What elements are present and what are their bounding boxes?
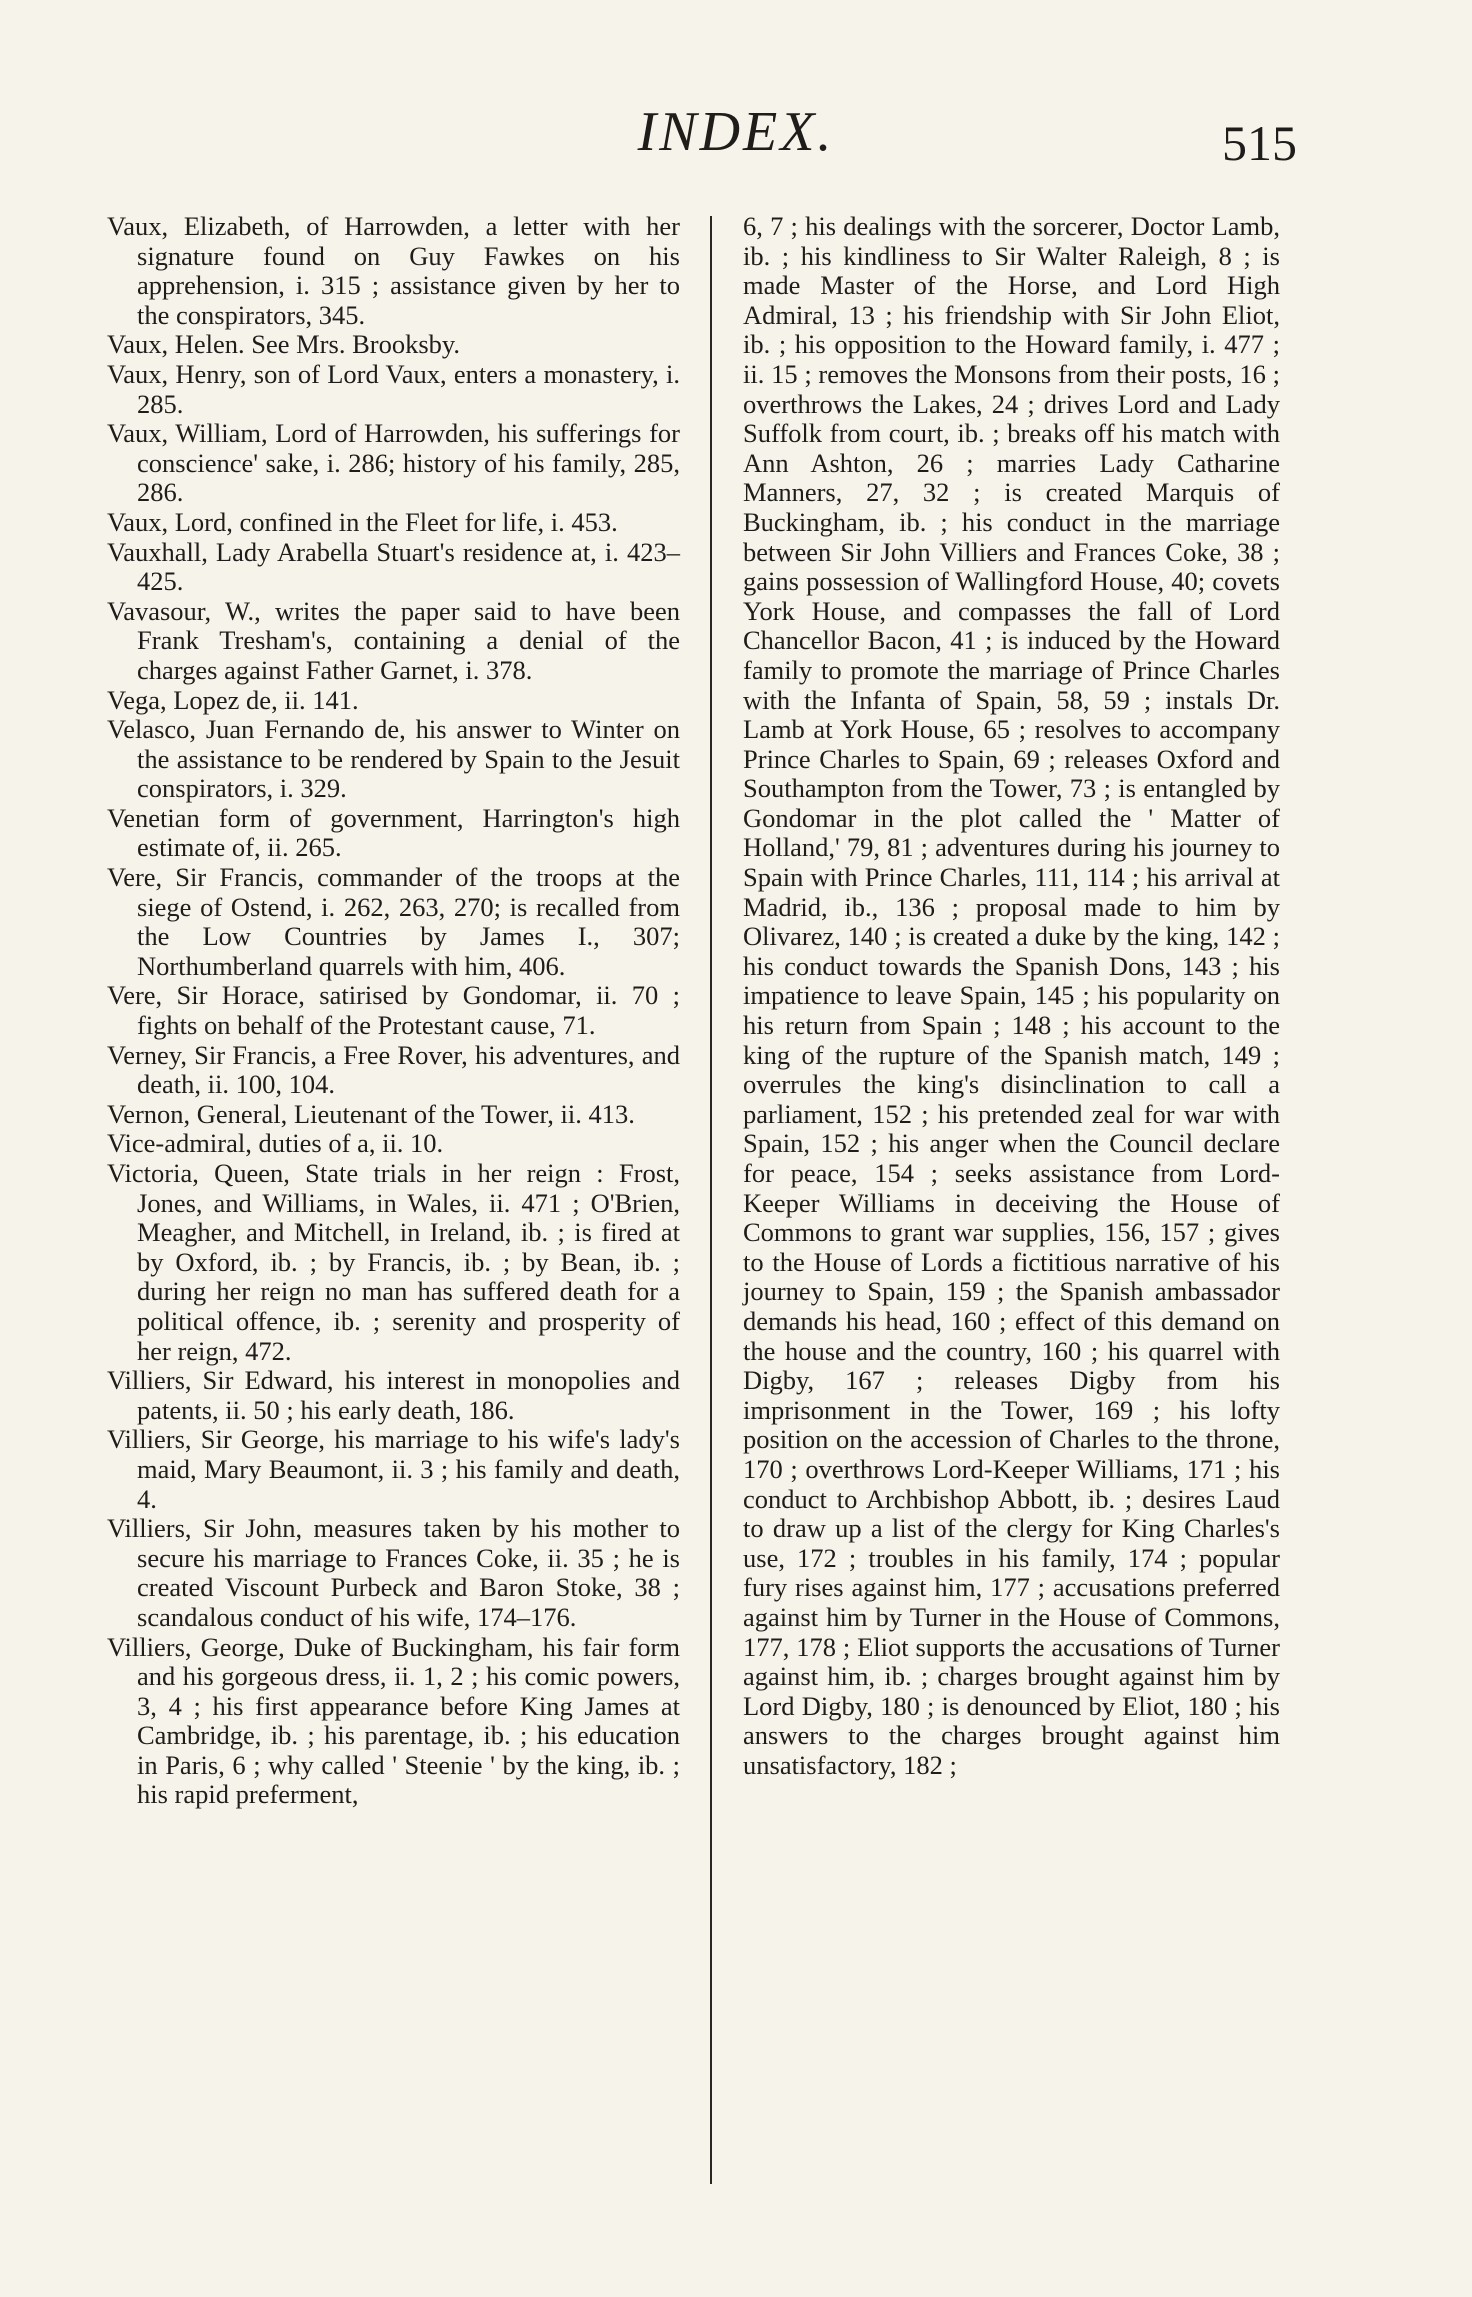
index-entry: Velasco, Juan Fernando de, his answer to Winter on the assistance to be rendered by Spain to the Jesuit conspirators, i. 329. — [107, 714, 680, 804]
index-entry: Vauxhall, Lady Arabella Stuart's residence at, i. 423–425. — [107, 536, 680, 597]
index-entry: Villiers, Sir Edward, his interest in monopolies and patents, ii. 50 ; his early death, 186. — [107, 1365, 680, 1425]
index-entry: Vice-admiral, duties of a, ii. 10. — [107, 1128, 444, 1159]
page-header — [0, 0, 1472, 210]
index-entry: Vaux, Henry, son of Lord Vaux, enters a monastery, i. 285. — [107, 358, 680, 419]
page-number: 515 — [1222, 115, 1297, 171]
index-entry: Vaux, William, Lord of Harrowden, his sufferings for conscience' sake, i. 286; history of his family, 285, 286. — [107, 418, 680, 508]
index-entry: Verney, Sir Francis, a Free Rover, his adventures, and death, ii. 100, 104. — [107, 1039, 680, 1100]
index-entry: Vere, Sir Francis, commander of the troops at the siege of Ostend, i. 262, 263, 270; is recalled from the Low Countries by James I., 307; Northumberland quarrels with him, 406. — [107, 862, 680, 981]
index-entry-continued: 6, 7 ; his dealings with the sorcerer, Doctor Lamb, ib. ; his kindliness to Sir Walter Raleigh, 8 ; is made Master of the Horse, and Lord High Admiral, 13 ; his friendship with Sir John Eliot, ib. ; his opposition to the Howard family, i. 477 ; ii. 15 ; removes the Monsons from their posts, 16 ; overthrows the Lakes, 24 ; drives Lord and Lady Suffolk from court, ib. ; breaks off his match with Ann Ashton, 26 ; marries Lady Catharine Manners, 27, 32 ; is created Marquis of Buckingham, ib. ; his conduct in the marriage between Sir John Villiers and Frances Coke, 38 ; gains possession of Wallingford House, 40; covets York House, and compasses the fall of Lord Chancellor Bacon, 41 ; is induced by the Howard family to promote the marriage of Prince Charles with the Infanta of Spain, 58, 59 ; instals Dr. Lamb at York House, 65 ; resolves to accompany Prince Charles to Spain, 69 ; releases Oxford and Southampton from the Tower, 73 ; is entangled by Gondomar in the plot called the ' Matter of Holland,' 79, 81 ; adventures during his journey to Spain with Prince Charles, 111, 114 ; his arrival at Madrid, ib., 136 ; proposal made to him by Olivarez, 140 ; is created a duke by the king, 142 ; his conduct towards the Spanish Dons, 143 ; his impatience to leave Spain, 145 ; his popularity on his return from Spain ; 148 ; his account to the king of the rupture of the Spanish match, 149 ; overrules the king's disinclination to call a parliament, 152 ; his pretended zeal for war with Spain, 152 ; his anger when the Council declare for peace, 154 ; seeks assistance from Lord-Keeper Williams in deceiving the House of Commons to grant war supplies, 156, 157 ; gives to the House of Lords a fictitious narrative of his journey to Spain, 159 ; the Spanish ambassador demands his head, 160 ; effect of this demand on the house and the country, 160 ; his quarrel with Digby, 167 ; releases Digby from his imprisonment in the Tower, 169 ; his lofty position on the accession of Charles to the throne, 170 ; overthrows Lord-Keeper Williams, 171 ; his conduct to Archbishop Abbott, ib. ; desires Laud to draw up a list of the clergy for King Charles's use, 172 ; troubles in his family, 174 ; popular fury rises against him, 177 ; accusations preferred against him by Turner in the House of Commons, 177, 178 ; Eliot supports the accusations of Turner against him, ib. ; charges brought against him by Lord Digby, 180 ; is denounced by Eliot, 180 ; his answers to the charges brought against him unsatisfactory, 182 ; — [743, 211, 1280, 1780]
index-entry: Villiers, Sir George, his marriage to his wife's lady's maid, Mary Beaumont, ii. 3 ; his family and death, 4. — [107, 1424, 680, 1514]
index-entry: Vere, Sir Horace, satirised by Gondomar, ii. 70 ; fights on behalf of the Protestant cause, 71. — [107, 980, 680, 1041]
index-column-right — [743, 212, 1280, 1780]
index-entry: Victoria, Queen, State trials in her reign : Frost, Jones, and Williams, in Wales, ii. 471 ; O'Brien, Meagher, and Mitchell, in Ireland, ib. ; is fired at by Oxford, ib. ; by Francis, ib. ; by Bean, ib. ; during her reign no man has suffered death for a political offence, ib. ; serenity and prosperity of her reign, 472. — [107, 1158, 680, 1366]
index-entry: Vavasour, W., writes the paper said to have been Frank Tresham's, containing a denial of the charges against Father Garnet, i. 378. — [107, 595, 680, 685]
index-entry: Vernon, General, Lieutenant of the Tower, ii. 413. — [107, 1098, 635, 1129]
index-entry: Villiers, George, Duke of Buckingham, his fair form and his gorgeous dress, ii. 1, 2 ; his comic powers, 3, 4 ; his first appearance before King James at Cambridge, ib. ; his parentage, ib. ; his education in Paris, 6 ; why called ' Steenie ' by the king, ib. ; his rapid preferment, — [107, 1631, 680, 1810]
index-entry: Vaux, Lord, confined in the Fleet for life, i. 453. — [107, 506, 618, 537]
index-entry: Villiers, Sir John, measures taken by his mother to secure his marriage to Frances Coke, ii. 35 ; he is created Viscount Purbeck and Baron Stoke, 38 ; scandalous conduct of his wife, 174–176. — [107, 1513, 680, 1632]
index-entry: Vega, Lopez de, ii. 141. — [107, 684, 359, 715]
index-column-left — [107, 212, 680, 1810]
index-entry: Venetian form of government, Harrington's high estimate of, ii. 265. — [107, 802, 680, 863]
index-entry: Vaux, Elizabeth, of Harrowden, a letter with her signature found on Guy Fawkes on his apprehension, i. 315 ; assistance given by her to the conspirators, 345. — [107, 211, 680, 330]
index-entry: Vaux, Helen. See Mrs. Brooksby. — [107, 329, 461, 360]
running-title: INDEX. — [637, 101, 835, 163]
column-divider — [710, 216, 712, 2184]
